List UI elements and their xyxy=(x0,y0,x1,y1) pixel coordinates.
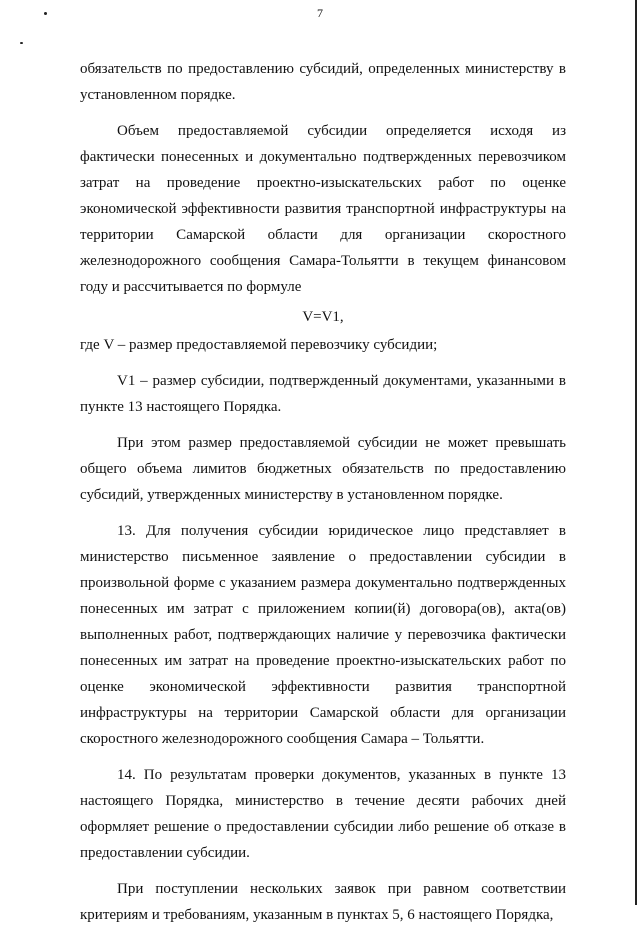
paragraph-limit: При этом размер предоставляемой субсидии не может превышать общего объема лимитов бюджетных обязательств по предоставлению субсидий, утвержденных министерству в установленном порядке. xyxy=(80,435,566,503)
formula-legend-v: где V – размер предоставляемой перевозчику субсидии; xyxy=(80,337,438,353)
scan-speck xyxy=(20,42,23,44)
paragraph-continuation: обязательств по предоставлению субсидий, определенных министерству в установленном порядке. xyxy=(80,61,566,103)
paragraph-item-14: 14. По результатам проверки документов, указанных в пункте 13 настоящего Порядка, министерство в течение десяти рабочих дней оформляет решение о предоставлении субсидии либо решение об отказе в предоставлении субсидии. xyxy=(80,767,566,861)
page-number: 7 xyxy=(317,6,323,20)
paragraph-item-13: 13. Для получения субсидии юридическое лицо представляет в министерство письменное заявление о предоставлении субсидии в произвольной форме с указанием размера документально подтвержденных понесенных им затрат с приложением копии(й) договора(ов), акта(ов) выполненных работ, подтверждающих наличие у перевозчика фактически понесенных им затрат на проведение проектно-изыскательских работ по оценке экономической эффективности развития транспортной инфраструктуры на территории Самарской области для организации скоростного железнодорожного сообщения Самара – Тольятти. xyxy=(80,523,566,747)
page-edge-line xyxy=(635,0,637,905)
paragraph-subsidy-volume: Объем предоставляемой субсидии определяется исходя из фактически понесенных и документально подтвержденных перевозчиком затрат на проведение проектно-изыскательских работ по оценке экономической эффективности развития транспортной инфраструктуры на территории Самарской области для организации скоростного железнодорожного сообщения Самара-Тольятти в текущем финансовом году и рассчитывается по формуле xyxy=(80,123,566,295)
paragraph-multiple-applications: При поступлении нескольких заявок при равном соответствии критериям и требованиям, указанным в пунктах 5, 6 настоящего Порядка, xyxy=(80,881,566,923)
formula-legend-v1: V1 – размер субсидии, подтвержденный документами, указанными в пункте 13 настоящего Порядка. xyxy=(80,373,566,415)
document-body xyxy=(80,56,566,928)
formula: V=V1, xyxy=(302,309,344,325)
